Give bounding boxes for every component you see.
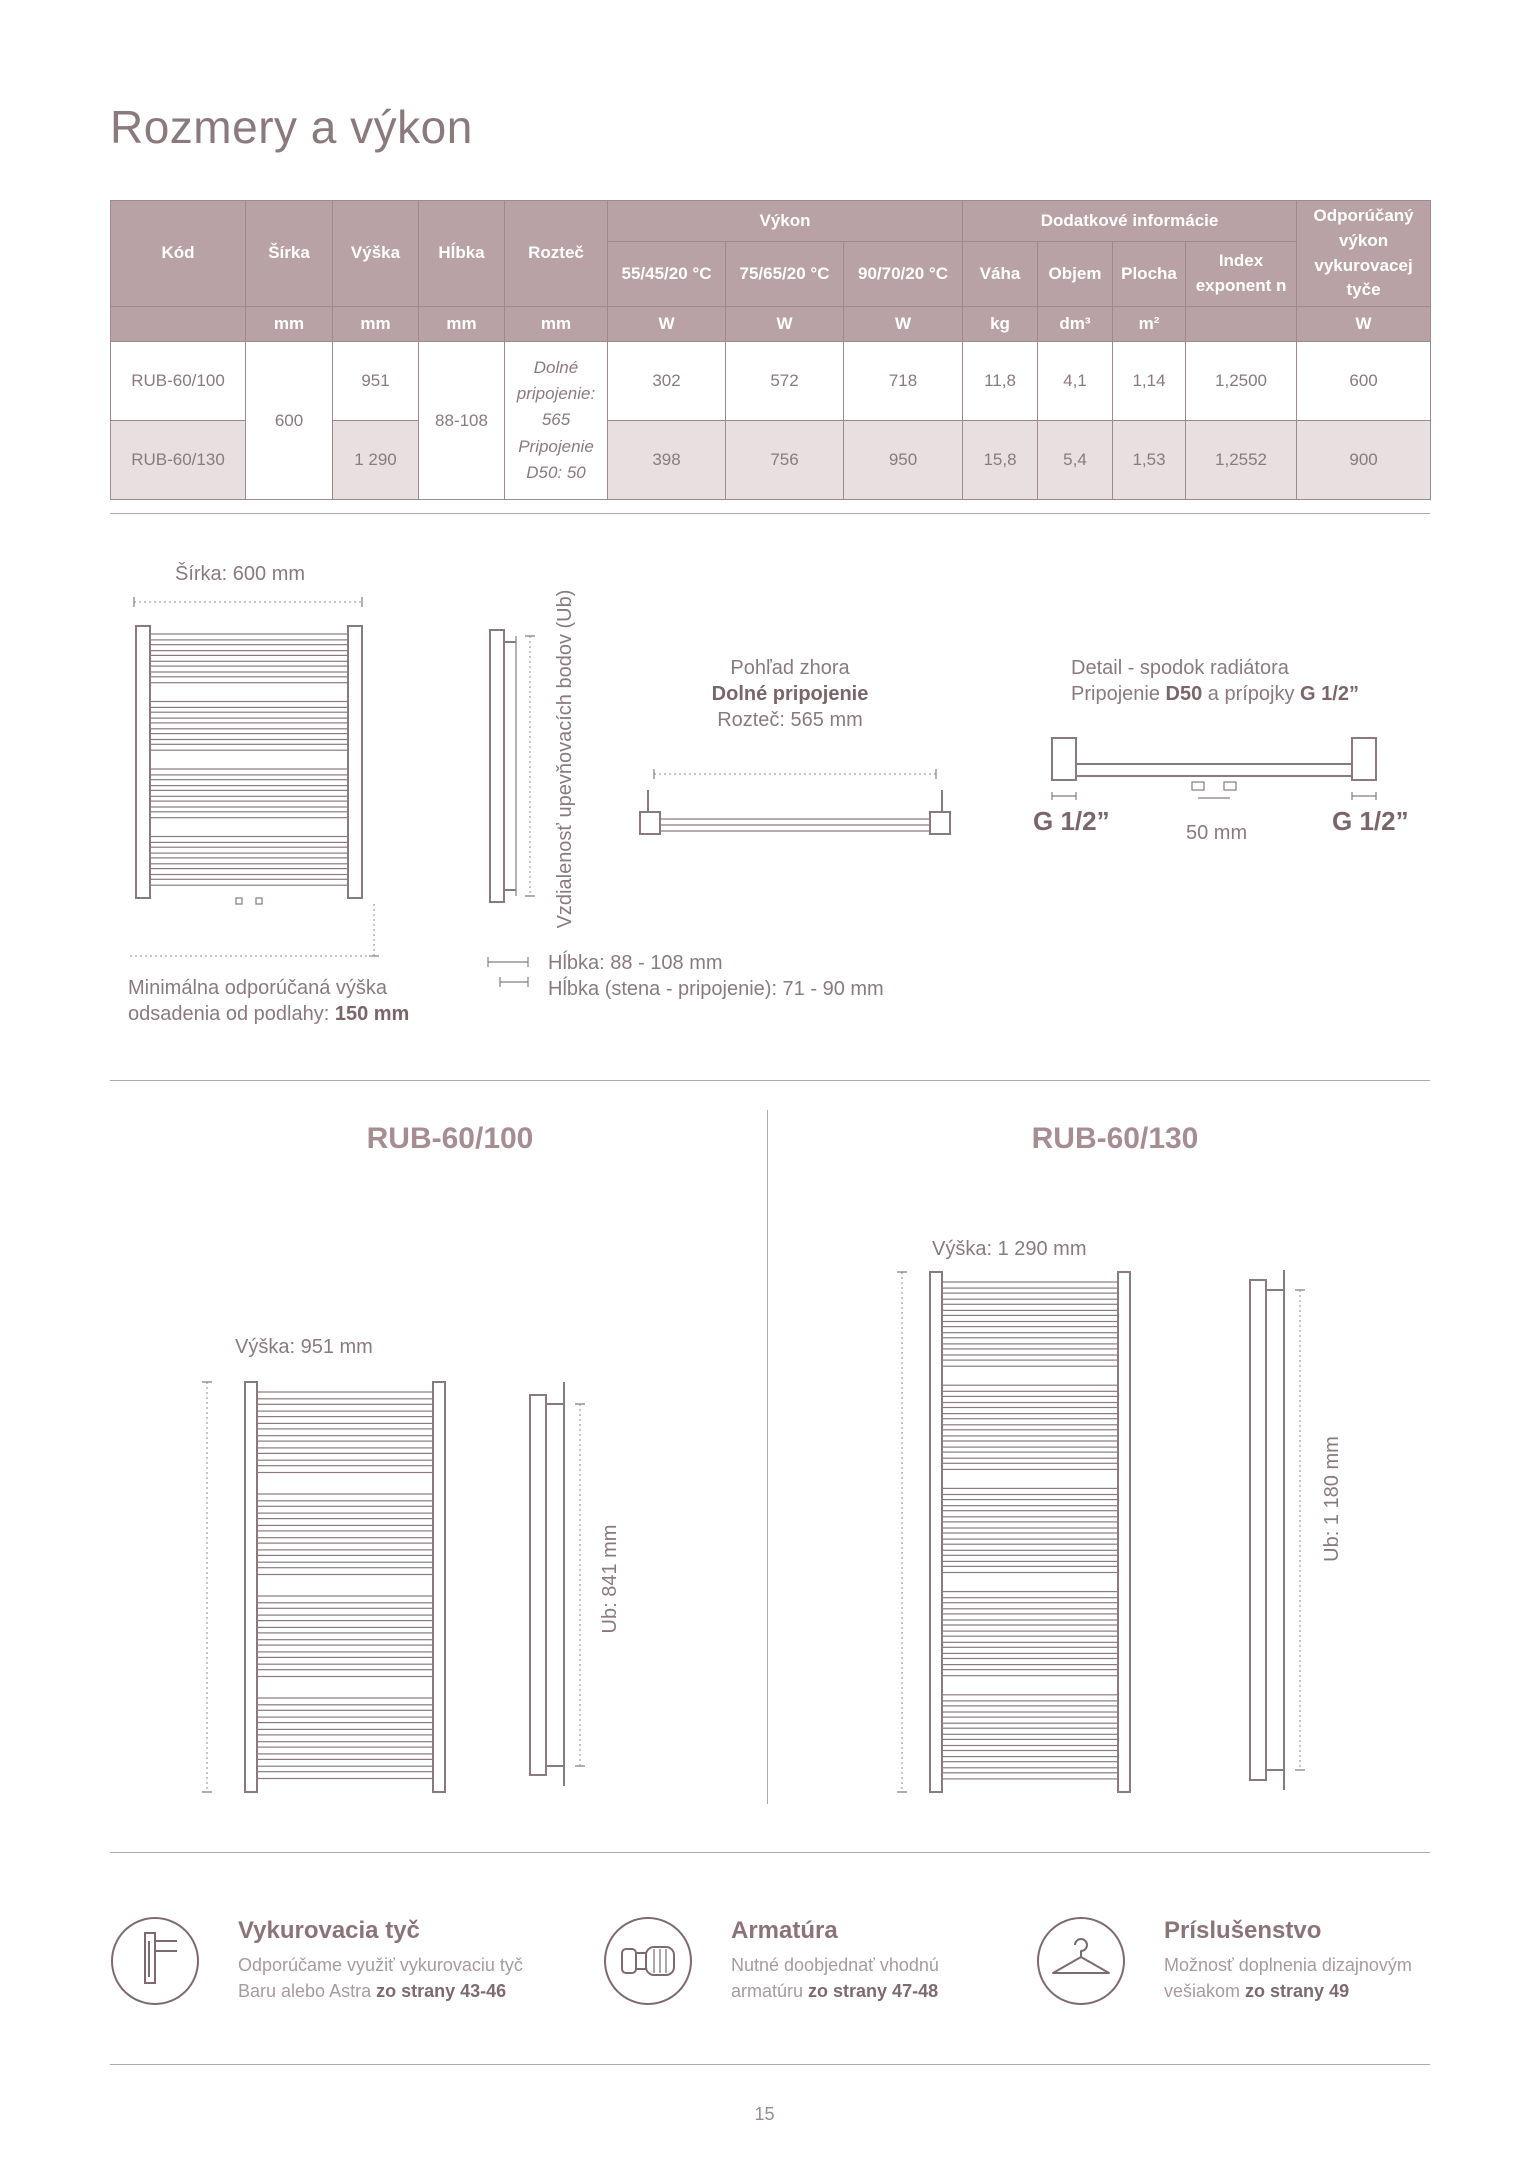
header-t1: 55/45/20 °C	[608, 242, 726, 307]
radiator-bar	[942, 1544, 1118, 1550]
divider	[110, 1852, 1430, 1853]
divider	[110, 1080, 1430, 1081]
header-odporucany: Odporúčaný výkon vykurovacej tyče	[1297, 201, 1431, 307]
header-t2: 75/65/20 °C	[726, 242, 844, 307]
detail-line2-g: G 1/2”	[1300, 683, 1359, 705]
unit-cell: W	[726, 307, 844, 342]
cell-t1: 302	[608, 342, 726, 421]
radiator-bar	[150, 812, 348, 818]
radiator-bar	[942, 1647, 1118, 1653]
radiator-bar	[942, 1695, 1118, 1701]
unit-cell: mm	[246, 307, 333, 342]
radiator-bar	[942, 1396, 1118, 1402]
detail-line1: Detail - spodok radiátora	[1071, 657, 1289, 679]
top-view-diagram	[630, 760, 960, 840]
ub-vertical-label	[552, 529, 578, 989]
radiator-bar	[257, 1735, 433, 1742]
min-height-prefix: odsadenia od podlahy:	[128, 1003, 335, 1025]
radiator-bar	[942, 1566, 1118, 1572]
feature-line2-prefix: Baru alebo Astra	[238, 1981, 377, 2002]
unit-cell: W	[844, 307, 963, 342]
radiator-bar	[942, 1636, 1118, 1642]
cell-kod: RUB-60/100	[111, 342, 246, 421]
radiator-bar	[257, 1417, 433, 1424]
radiator-bar	[150, 780, 348, 786]
cell-plocha: 1,53	[1113, 421, 1186, 500]
radiator-bar	[150, 655, 348, 661]
radiator-bar	[257, 1519, 433, 1526]
radiator-bar	[257, 1494, 433, 1501]
header-dodatkove: Dodatkové informácie	[963, 201, 1297, 242]
model-2-ub-text: Ub: 1 180 mm	[1321, 1436, 1343, 1562]
min-height-line2	[128, 1001, 409, 1027]
radiator-bar	[942, 1488, 1118, 1494]
radiator-bar	[150, 734, 348, 740]
model-divider	[767, 1110, 768, 1804]
radiator-bar	[257, 1772, 433, 1779]
radiator-bar	[942, 1773, 1118, 1779]
ub-vertical-text: Vzdialenosť upevňovacích bodov (Ub)	[554, 589, 576, 929]
radiator-bar	[257, 1596, 433, 1603]
depth-line1: Hĺbka: 88 - 108 mm	[548, 952, 723, 974]
model-1-side	[520, 1380, 590, 1790]
radiator-bar	[942, 1349, 1118, 1355]
radiator-bar	[942, 1533, 1118, 1539]
feature-line2-link: zo strany 47-48	[808, 1981, 939, 2002]
radiator-bar	[150, 847, 348, 853]
cell-vaha: 15,8	[963, 421, 1038, 500]
depth-caption	[548, 950, 884, 1002]
radiator-bar	[257, 1759, 433, 1766]
feature-text	[238, 1952, 523, 2004]
unit-cell: W	[608, 307, 726, 342]
model-2-ub-label	[1319, 1399, 1345, 1599]
cell-odporucany: 900	[1297, 421, 1431, 500]
radiator-bar	[942, 1522, 1118, 1528]
feature-text	[1164, 1952, 1412, 2004]
radiator-bar	[257, 1466, 433, 1473]
radiator-bar	[942, 1739, 1118, 1745]
radiator-bar	[257, 1723, 433, 1730]
detail-line2-d50: D50	[1165, 683, 1203, 705]
radiator-bar	[942, 1728, 1118, 1734]
page-number: 15	[754, 2104, 775, 2124]
feature-title: Vykurovacia tyč	[238, 1917, 420, 1944]
cell-t3: 718	[844, 342, 963, 421]
radiator-bar	[942, 1706, 1118, 1712]
radiator-bar	[150, 712, 348, 718]
radiator-bar	[150, 837, 348, 843]
feature-line1: Možnosť doplnenia dizajnovým	[1164, 1955, 1412, 1975]
min-height-caption	[128, 975, 409, 1027]
header-objem: Objem	[1038, 242, 1113, 307]
feature-line1: Odporúčame využiť vykurovaciu tyč	[238, 1955, 523, 1975]
feature-line2	[238, 1978, 523, 2004]
header-t3: 90/70/20 °C	[844, 242, 963, 307]
model-1-ub-text: Ub: 841 mm	[599, 1524, 621, 1634]
radiator-bar	[942, 1592, 1118, 1598]
radiator-bar	[257, 1543, 433, 1550]
header-vykon: Výkon	[608, 201, 963, 242]
cell-plocha: 1,14	[1113, 342, 1186, 421]
radiator-bar	[257, 1404, 433, 1411]
radiator-bar	[942, 1614, 1118, 1620]
radiator-bar	[942, 1625, 1118, 1631]
radiator-bar	[942, 1327, 1118, 1333]
radiator-bar	[942, 1762, 1118, 1768]
header-index: Index exponent n	[1186, 242, 1297, 307]
roztec-text: Dolné pripojenie: 565 Pripojenie D50: 50	[516, 357, 596, 483]
radiator-bar	[942, 1452, 1118, 1458]
detail-line2-mid: a prípojky	[1202, 683, 1301, 705]
cell-hlbka: 88-108	[419, 342, 505, 500]
header-plocha: Plocha	[1113, 242, 1186, 307]
radiator-bar	[942, 1338, 1118, 1344]
divider	[110, 513, 1430, 514]
radiator-bar	[150, 744, 348, 750]
radiator-bar	[150, 645, 348, 651]
cell-roztec	[505, 342, 608, 500]
radiator-bar	[257, 1506, 433, 1513]
feature-line2-prefix: armatúru	[731, 1981, 809, 2002]
cell-t2: 572	[726, 342, 844, 421]
radiator-bar	[150, 879, 348, 885]
cell-objem: 5,4	[1038, 421, 1113, 500]
radiator-bar	[150, 702, 348, 708]
radiator-front-diagram	[120, 590, 400, 970]
model-title-1: RUB-60/100	[366, 1122, 534, 1155]
cell-t3: 950	[844, 421, 963, 500]
feature-text	[731, 1952, 939, 2004]
feature-line2	[1164, 1978, 1412, 2004]
radiator-bar	[942, 1360, 1118, 1366]
g-left-label: G 1/2”	[1033, 806, 1110, 836]
detail-line2	[1071, 681, 1359, 707]
radiator-bar	[942, 1385, 1118, 1391]
model-1-height-label: Výška: 951 mm	[235, 1336, 373, 1358]
min-height-value: 150 mm	[334, 1003, 410, 1025]
spec-table	[110, 200, 1431, 500]
unit-cell: m²	[1113, 307, 1186, 342]
radiator-bar	[942, 1659, 1118, 1665]
header-roztec: Rozteč	[505, 201, 608, 307]
divider	[110, 2064, 1430, 2065]
feature-line2-link: zo strany 43-46	[376, 1981, 507, 2002]
radiator-bar	[257, 1531, 433, 1538]
header-hlbka: Hĺbka	[419, 201, 505, 307]
page-title: Rozmery a výkon	[110, 101, 473, 153]
radiator-bar	[942, 1555, 1118, 1561]
fifty-mm-label: 50 mm	[1186, 822, 1248, 844]
heating-rod-icon	[111, 1917, 199, 2005]
radiator-bar	[257, 1633, 433, 1640]
radiator-bar	[257, 1621, 433, 1628]
radiator-bar	[257, 1608, 433, 1615]
model-1-front	[195, 1370, 455, 1800]
unit-cell: mm	[419, 307, 505, 342]
feature-title: Príslušenstvo	[1164, 1917, 1322, 1944]
feature-line2-link: zo strany 49	[1245, 1981, 1350, 2002]
top-view-line2: Dolné pripojenie	[711, 683, 869, 705]
header-kod: Kód	[111, 201, 246, 307]
units-empty	[111, 307, 246, 342]
unit-cell: mm	[505, 307, 608, 342]
radiator-bar	[942, 1408, 1118, 1414]
radiator-bar	[257, 1747, 433, 1754]
feature-line2-prefix: vešiakom	[1164, 1981, 1246, 2002]
model-2-height-label: Výška: 1 290 mm	[932, 1238, 1087, 1260]
cell-kod: RUB-60/130	[111, 421, 246, 500]
radiator-bar	[942, 1751, 1118, 1757]
radiator-bar	[150, 677, 348, 683]
unit-cell: kg	[963, 307, 1038, 342]
radiator-bar	[150, 666, 348, 672]
radiator-bar	[942, 1511, 1118, 1517]
unit-cell	[1186, 307, 1297, 342]
radiator-bar	[942, 1315, 1118, 1321]
valve-icon	[604, 1917, 692, 2005]
min-height-line1: Minimálna odporúčaná výška	[128, 977, 388, 999]
g-right-label: G 1/2”	[1332, 806, 1409, 836]
radiator-bar	[257, 1555, 433, 1562]
model-2-side	[1240, 1268, 1310, 1798]
radiator-bar	[257, 1568, 433, 1575]
radiator-bar	[942, 1304, 1118, 1310]
cell-t1: 398	[608, 421, 726, 500]
radiator-side-diagram	[470, 600, 540, 960]
radiator-bar	[942, 1419, 1118, 1425]
radiator-bar	[150, 858, 348, 864]
radiator-bar	[942, 1603, 1118, 1609]
radiator-bar	[257, 1710, 433, 1717]
table-row	[111, 342, 1431, 421]
radiator-bar	[257, 1698, 433, 1705]
radiator-bar	[150, 869, 348, 875]
radiator-bar	[942, 1282, 1118, 1288]
header-vaha: Váha	[963, 242, 1038, 307]
unit-cell: W	[1297, 307, 1431, 342]
depth-dimension-marks	[484, 950, 534, 990]
radiator-bar	[942, 1430, 1118, 1436]
radiator-bar	[150, 723, 348, 729]
radiator-bar	[257, 1429, 433, 1436]
radiator-bar	[257, 1392, 433, 1399]
radiator-bar	[257, 1441, 433, 1448]
depth-line2: Hĺbka (stena - pripojenie): 71 - 90 mm	[548, 978, 884, 1000]
model-title-2: RUB-60/130	[1031, 1122, 1199, 1155]
cell-t2: 756	[726, 421, 844, 500]
radiator-bar	[942, 1293, 1118, 1299]
radiator-bar	[942, 1670, 1118, 1676]
radiator-bar	[942, 1717, 1118, 1723]
detail-line2-prefix: Pripojenie	[1071, 683, 1166, 705]
feature-title: Armatúra	[731, 1917, 838, 1944]
model-2-front	[890, 1270, 1140, 1800]
radiator-bar	[150, 790, 348, 796]
feature-line1: Nutné doobjednať vhodnú	[731, 1955, 939, 1975]
cell-objem: 4,1	[1038, 342, 1113, 421]
top-view-caption	[670, 655, 910, 733]
cell-index: 1,2552	[1186, 421, 1297, 500]
top-view-line1: Pohľad zhora	[730, 657, 850, 679]
cell-sirka: 600	[246, 342, 333, 500]
hanger-icon	[1037, 1917, 1125, 2005]
radiator-bar	[942, 1441, 1118, 1447]
unit-cell: mm	[333, 307, 419, 342]
radiator-bar	[257, 1645, 433, 1652]
detail-caption	[1071, 655, 1359, 707]
radiator-bar	[257, 1657, 433, 1664]
radiator-bar	[150, 634, 348, 640]
unit-cell: dm³	[1038, 307, 1113, 342]
cell-index: 1,2500	[1186, 342, 1297, 421]
cell-vyska: 1 290	[333, 421, 419, 500]
radiator-bar	[942, 1500, 1118, 1506]
cell-vaha: 11,8	[963, 342, 1038, 421]
header-sirka: Šírka	[246, 201, 333, 307]
radiator-bar	[942, 1463, 1118, 1469]
top-view-line3: Rozteč: 565 mm	[717, 709, 863, 731]
cell-odporucany: 600	[1297, 342, 1431, 421]
radiator-bar	[150, 801, 348, 807]
feature-line2	[731, 1978, 939, 2004]
radiator-bar	[257, 1453, 433, 1460]
cell-vyska: 951	[333, 342, 419, 421]
header-vyska: Výška	[333, 201, 419, 307]
model-1-ub-label	[597, 1479, 623, 1679]
radiator-bar	[150, 769, 348, 775]
width-label: Šírka: 600 mm	[175, 563, 306, 585]
radiator-bar	[257, 1670, 433, 1677]
